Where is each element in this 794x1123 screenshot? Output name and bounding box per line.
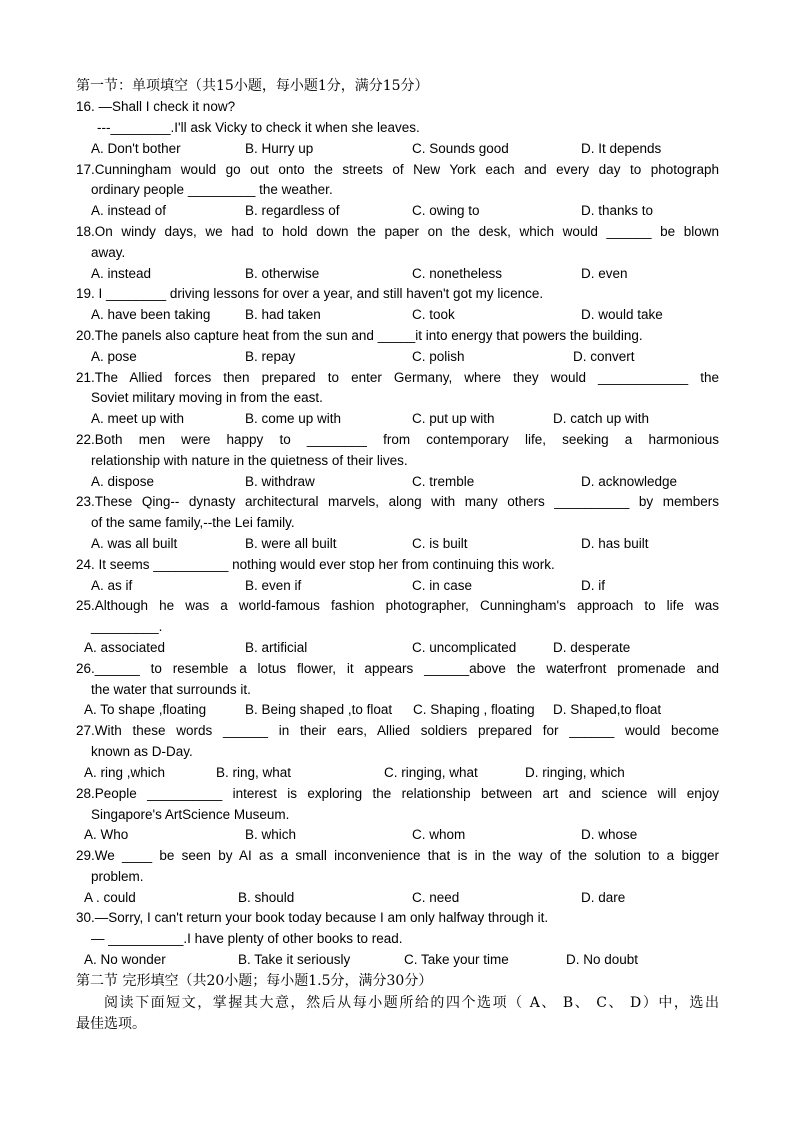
q17-option-d: D. thanks to [581,203,654,218]
q18-option-c: C. nonetheless [412,266,503,281]
q30-line2: — __________.I have plenty of other books to read. [91,931,403,946]
q16-line2: ---________.I'll ask Vicky to check it when she leaves. [97,120,420,135]
q26-option-a: A. To shape ,floating [84,702,207,717]
q24-option-c: C. in case [412,578,473,593]
q27-line2: known as D-Day. [91,744,193,759]
section1-title: 第一节：单项填空（共15小题，每小题1分，满分15分） [76,78,429,94]
q29-line2: problem. [91,869,144,884]
q22-option-b: B. withdraw [245,474,315,489]
q16-option-b: B. Hurry up [245,141,314,156]
q18-option-b: B. otherwise [245,266,320,281]
q17-option-b: B. regardless of [245,203,340,218]
q16-option-a: A. Don't bother [91,141,181,156]
q29-line1: 29.We ____ be seen by AI as a small inconvenience that is in the way of the solution to a bigger [76,848,719,863]
q26-line1: 26.______ to resemble a lotus flower, it appears ______above the waterfront promenade and [76,661,719,676]
q21-line2: Soviet military moving in from the east. [91,390,323,405]
q23-option-c: C. is built [412,536,468,551]
q19-option-a: A. have been taking [91,307,211,322]
q30-option-d: D. No doubt [566,952,639,967]
q25-line1: 25.Although he was a world-famous fashion photographer, Cunningham's approach to life was [76,598,719,613]
q27-option-d: D. ringing, which [525,765,625,780]
q29-option-a: A . could [84,890,136,905]
q21-line1: 21.The Allied forces then prepared to enter Germany, where they would ____________ the [76,370,719,385]
section2-instructions-end: 最佳选项。 [76,1016,146,1032]
q17-line2: ordinary people _________ the weather. [91,182,333,197]
q18-line1: 18.On windy days, we had to hold down the paper on the desk, which would ______ be blown [76,224,719,239]
q29-option-d: D. dare [581,890,626,905]
q21-option-a: A. meet up with [91,411,185,426]
q17-option-a: A. instead of [91,203,167,218]
q20-line1: 20.The panels also capture heat from the sun and _____it into energy that powers the building. [76,328,643,343]
q17-line1: 17.Cunningham would go out onto the streets of New York each and every day to photograph [76,162,719,177]
q19-option-b: B. had taken [245,307,321,322]
q25-option-c: C. uncomplicated [412,640,517,655]
q24-option-a: A. as if [91,578,133,593]
q16-stem: 16. —Shall I check it now? [76,99,236,114]
q25-line2: _________. [91,619,163,634]
q16-option-c: C. Sounds good [412,141,509,156]
q29-option-c: C. need [412,890,460,905]
q22-option-d: D. acknowledge [581,474,678,489]
q25-option-a: A. associated [84,640,166,655]
q24-option-d: D. if [581,578,606,593]
section2-instructions: 阅读下面短文，掌握其大意，然后从每小题所给的四个选项（ A、 B、 C、 D）中，选出 [104,995,719,1011]
q22-line2: relationship with nature in the quietness of their lives. [91,453,408,468]
q27-line1: 27.With these words ______ in their ears, Allied soldiers prepared for ______ would become [76,723,719,738]
q26-option-b: B. Being shaped ,to float [245,702,393,717]
q20-option-b: B. repay [245,349,296,364]
q23-option-d: D. has built [581,536,649,551]
q26-option-c: C. Shaping , floating [413,702,535,717]
q22-option-a: A. dispose [91,474,155,489]
q20-option-d: D. convert [573,349,635,364]
section2-title: 第二节 完形填空（共20小题；每小题1.5分，满分30分） [76,973,433,989]
q28-line1: 28.People __________ interest is exploring the relationship between art and science will enjoy [76,786,719,801]
q26-option-d: D. Shaped,to float [553,702,662,717]
q21-option-d: D. catch up with [553,411,650,426]
q30-option-c: C. Take your time [404,952,509,967]
q26-line2: the water that surrounds it. [91,682,251,697]
q30-option-b: B. Take it seriously [238,952,351,967]
q22-option-c: C. tremble [412,474,475,489]
q27-option-a: A. ring ,which [84,765,166,780]
q22-line1: 22.Both men were happy to ________ from contemporary life, seeking a harmonious [76,432,719,447]
q28-option-d: D. whose [581,827,638,842]
q23-option-a: A. was all built [91,536,178,551]
q28-option-b: B. which [245,827,297,842]
q23-line2: of the same family,--the Lei family. [91,515,295,530]
q18-option-a: A. instead [91,266,152,281]
q24-line1: 24. It seems __________ nothing would ever stop her from continuing this work. [76,557,555,572]
q30-line1: 30.—Sorry, I can't return your book today because I am only halfway through it. [76,910,549,925]
q30-option-a: A. No wonder [84,952,166,967]
q27-option-b: B. ring, what [216,765,292,780]
q24-option-b: B. even if [245,578,302,593]
q29-option-b: B. should [238,890,295,905]
q19-line1: 19. I ________ driving lessons for over a year, and still haven't got my licence. [76,286,544,301]
q27-option-c: C. ringing, what [384,765,478,780]
q23-option-b: B. were all built [245,536,337,551]
q21-option-c: C. put up with [412,411,495,426]
q16-option-d: D. It depends [581,141,662,156]
q28-option-c: C. whom [412,827,466,842]
q18-option-d: D. even [581,266,628,281]
q21-option-b: B. come up with [245,411,342,426]
q25-option-b: B. artificial [245,640,308,655]
q23-line1: 23.These Qing-- dynasty architectural marvels, along with many others __________ by members [76,494,719,509]
q18-line2: away. [91,245,126,260]
q28-line2: Singapore's ArtScience Museum. [91,807,290,822]
q28-option-a: A. Who [84,827,129,842]
q20-option-c: C. polish [412,349,465,364]
q20-option-a: A. pose [91,349,137,364]
q17-option-c: C. owing to [412,203,480,218]
q25-option-d: D. desperate [553,640,631,655]
q19-option-d: D. would take [581,307,663,322]
q19-option-c: C. took [412,307,455,322]
